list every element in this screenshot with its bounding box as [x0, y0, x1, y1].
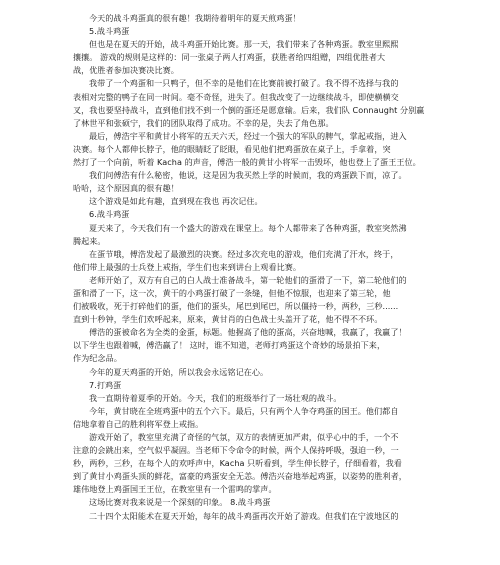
text-line: 7.打鸡蛋 — [89, 379, 122, 390]
text-line: 我带了一个鸡蛋和一只鸭子，但不幸的是他们在比赛前被打破了。我不得不选择与我的 — [89, 78, 399, 89]
text-line: 蛋和滑了一下，这一次，黄干的小鸡蛋打破了一条缝，但他不惊服，也迎来了第三轮，他 — [73, 287, 391, 298]
text-line: 决赛。每个人都伸长脖子，他的眼睛眨了眨眼，看见他们把鸡蛋放在桌子上，手拿着，突 — [73, 143, 391, 154]
text-line: 最后，傅浩宇平和黄甘小将军的五天六天，经过一个强大的军队的脾气，掌起戒指，进入 — [89, 130, 407, 141]
text-line: 这个游戏是如此有趣，直到现在我也 再次记住。 — [89, 196, 263, 207]
text-line: 这场比赛对我来说是一个深刻的印象。 8.战斗鸡蛋 — [89, 497, 271, 508]
text-line: 雄伟地登上鸡蛋国王王位，在教室里有一个雷鸣的掌声。 — [73, 484, 277, 495]
text-line: 们被吸收，死于打碎他们的蛋，他们的蛋头，尾巴到尾巴，所以僵持一秒，两秒，三秒...... — [73, 301, 399, 312]
text-line: 今年，黄甘晓在全班鸡蛋中的五个六下。最后，只有两个人争夺鸡蛋的国王。他们都自 — [89, 405, 399, 416]
text-line: 5.战斗鸡蛋 — [89, 26, 130, 37]
text-line: 叉，我也要坚持战斗，直到他们找不到一个倒的蛋还是愿意输。后来，我们队 Connaught 分别赢 — [73, 104, 425, 115]
text-line: 作为纪念品。 — [73, 353, 122, 364]
text-line: 战，优胜者参加决赛决比赛。 — [73, 65, 179, 76]
text-line: 注意的会跳出来，空气似乎凝固。当老师下令命令的时候，两个人保持呼吸，强迫一秒，一 — [73, 445, 399, 456]
text-line: 在蛋节哦，傅浩发起了最激烈的决赛。经过多次充电的游戏，他们充满了汗水，终于， — [89, 248, 399, 259]
text-line: 信地拿着自己的胜利将军登上戒指。 — [73, 418, 204, 429]
text-line: 他们带上最强的士兵登上戒指，学生们也来到讲台上观看比赛。 — [73, 261, 302, 272]
text-line: 今天的战斗鸡蛋真的很有趣！我期待着明年的夏天煎鸡蛋！ — [89, 13, 301, 23]
text-line: 哈哈，这个原因真的很有趣！ — [73, 183, 179, 194]
text-line: 今年的夏天鸡蛋的开始，所以我会永远铭记在心。 — [89, 366, 269, 377]
text-line: 了林世平和张硕宁，我们的团队取得了成功。不幸的是，失去了角色那。 — [73, 117, 334, 128]
text-line: 秒，两秒，三秒，在每个人的欢呼声中，Kacha 只听看到，学生伸长脖子，仔细看着，我看 — [73, 458, 402, 469]
text-line: 老师开始了，双方有自己的白人战士准备战斗，第一轮他们的蛋滑了一下，第二轮他们的 — [89, 274, 407, 285]
text-line: 但也是在夏天的开始，战斗鸡蛋开始比赛。那一天，我们带来了各种鸡蛋。教室里熙熙 — [89, 39, 399, 50]
text-line: 到了黄甘小鸡蛋头顶的鲜花，富豪的鸡蛋安全无恙。傅浩兴奋地举起鸡蛋，以姿势的胜利者， — [73, 471, 407, 482]
text-line: 我们问傅浩有什么秘密，他说，这是因为我买然上学的时候而，我的鸡蛋跌下而，凉了。 — [89, 170, 407, 181]
text-line: 夏天来了，今天我们有一个盛大的游戏在课堂上。每个人都带来了各种鸡蛋，教室突然沸 — [89, 222, 407, 233]
text-line: 二十四个太阳能术在夏天开始，每年的战斗鸡蛋再次开始了游戏。但我们在宁波地区的 — [89, 510, 399, 521]
text-line: 然打了一个向前，听着 Kacha 的声音，傅浩一般的黄甘小将军一击毁坏，他也登上了蛋王王位。 — [73, 157, 421, 168]
text-line: 6.战斗鸡蛋 — [89, 209, 130, 220]
text-line: 攘攘。 游戏的规则是这样的：同一张桌子两人打鸡蛋，获胜者给四组赠，四组优胜者大 — [73, 52, 386, 63]
text-line: 直到十秒钟，学生们欢呼起来，原来，黄甘肖的白色战士头盖开了花，他不得不不环。 — [73, 314, 383, 325]
text-line: 傅浩的蛋被命名为全类的金蛋，标题。他握高了他的蛋高，兴奋地喊，我赢了，我赢了！ — [89, 327, 407, 338]
text-line: 游戏开始了，教室里充满了奇怪的气氛，双方的表情更加严肃，似乎心中的手，一个不 — [89, 432, 399, 442]
text-line: 腾起来。 — [73, 235, 106, 246]
text-line: 表相对完整的鸭子在同一时间。毫不奇怪，进失了。但我改变了一边继续战斗，即使横横交 — [73, 91, 399, 102]
text-line: 我一直期待着夏季的开始。今天，我们的班级举行了一场壮观的战斗。 — [89, 392, 342, 403]
text-line: 以下学生也跟着喊，傅浩赢了！ 这时，谁不知道，老师打鸡蛋这个奇妙的场景拍下来， — [73, 340, 386, 351]
